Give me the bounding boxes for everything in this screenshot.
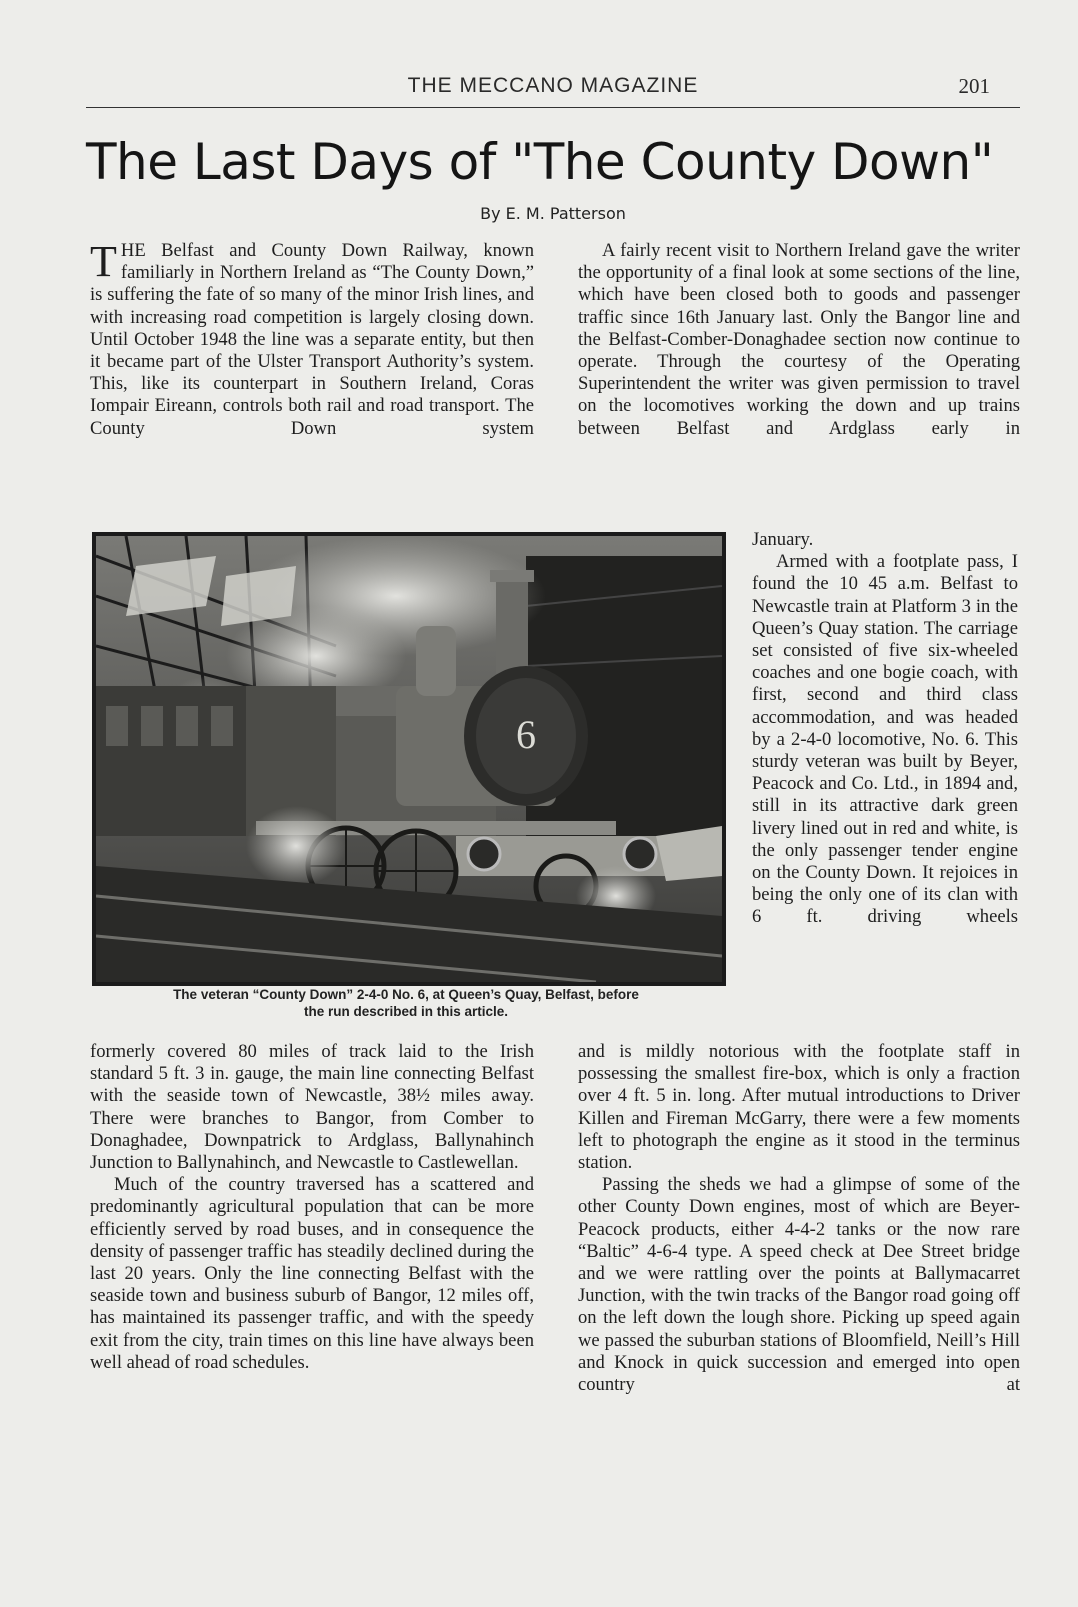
- paragraph-track: formerly covered 80 miles of track laid to the Irish standard 5 ft. 3 in. gauge, the main line connecting Belfast with the seaside town of Newcastle, 38½ miles away. There were branches to Bangor, from Comber to Donaghadee, Downpatrick to Ardglass, Ballynahinch Junction to Ballynahinch, and Newcastle to Castlewellan.: [90, 1041, 534, 1174]
- paragraph-january: January.: [752, 529, 814, 550]
- column-2-top: [578, 240, 1020, 440]
- photo-caption: [90, 986, 722, 1020]
- caption-line-1: The veteran “County Down” 2-4-0 No. 6, at Queen’s Quay, Belfast, before: [173, 987, 639, 1002]
- page-number: 201: [958, 74, 990, 98]
- magazine-title: THE MECCANO MAGAZINE: [407, 74, 699, 97]
- paragraph-intro: HE Belfast and County Down Railway, known familiarly in Northern Ireland as “The County Down,” is suffering the fate of so many of the minor Irish lines, and with increasing road competition is largely closing down. Until October 1948 the line was a separate entity, but then it became part of the Ulster Transport Authority’s system. This, like its counterpart in Southern Ireland, Coras Iompair Eireann, controls both rail and road transport. The County Down system: [90, 240, 534, 439]
- locomotive-illustration: [96, 536, 722, 982]
- caption-line-2: the run described in this article.: [303, 1004, 509, 1019]
- header-rule: [86, 107, 1020, 108]
- column-1-top: [90, 237, 534, 440]
- article-title: The Last Days of "The County Down": [86, 133, 994, 191]
- running-header: [86, 74, 1020, 104]
- paragraph-country: Much of the country traversed has a scattered and predominantly agricultural population that can be more efficiently served by road buses, and in consequence the density of passenger traffic has steadily declined during the last 20 years. Only the line connecting Belfast with the seaside town and business suburb of Bangor, 12 miles off, has maintained its passenger traffic, and with the speedy exit from the city, train times on this line have always been well ahead of road schedules.: [90, 1174, 534, 1373]
- column-2-beside-photo: [752, 529, 1018, 929]
- paragraph-sheds: Passing the sheds we had a glimpse of some of the other County Down engines, most of which are Beyer-Peacock products, either 4-4-2 tanks or the now rare “Baltic” 4-6-4 type. A speed check at Dee Street bridge and we were rattling over the points at Ballymacarret Junction, with the twin tracks of the Bangor road going off on the left down the lough shore. Picking up speed again we passed the suburban stations of Bloomfield, Neill’s Hill and Knock in quick succession and emerged into open country at: [578, 1174, 1020, 1396]
- paragraph-footplate: Armed with a footplate pass, I found the 10 45 a.m. Belfast to Newcastle train at Platform 3 in the Queen’s Quay station. The carriage set consisted of five six-wheeled coaches and one bogie coach, with first, second and third class accommodation, and was headed by a 2-4-0 locomotive, No. 6. This sturdy veteran was built by Beyer, Peacock and Co. Ltd., in 1894 and, still in its attractive dark green livery lined out in red and white, is the only passenger tender engine on the County Down. It rejoices in being the only one of its clan with 6 ft. driving wheels: [752, 551, 1018, 928]
- column-2-bottom: [578, 1041, 1020, 1396]
- paragraph-visit: A fairly recent visit to Northern Ireland gave the writer the opportunity of a final look at some sections of the line, which have been closed both to goods and passenger traffic since 16th January last. Only the Bangor line and the Belfast-Comber-Donaghadee section now continue to operate. Through the courtesy of the Operating Superintendent the writer was given permission to travel on the locomotives working the down and up trains between Belfast and Ardglass early in: [578, 240, 1020, 439]
- smokebox-number: 6: [516, 712, 536, 757]
- byline: By E. M. Patterson: [480, 204, 626, 223]
- drop-cap: T: [90, 237, 117, 286]
- locomotive-photo: [92, 532, 726, 986]
- column-1-bottom: [90, 1041, 534, 1374]
- paragraph-firebox: and is mildly notorious with the footplate staff in possessing the smallest fire-box, which is only a fraction over 4 ft. 5 in. long. After mutual introductions to Driver Killen and Fireman McGarry, there were a few moments left to photograph the engine as it stood in the terminus station.: [578, 1041, 1020, 1174]
